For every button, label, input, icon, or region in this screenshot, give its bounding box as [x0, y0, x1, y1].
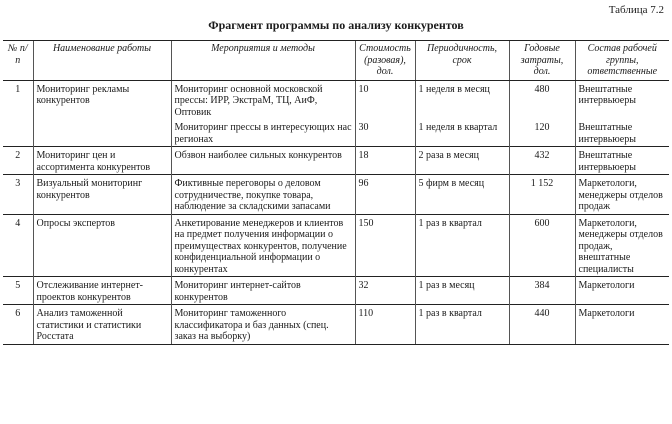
row-work: Мониторинг цен и ассортимента конкурентов [33, 147, 171, 175]
row-cost: 18 [355, 147, 415, 175]
row-team: Маркетологи [575, 277, 669, 305]
row-period: 1 раз в квартал [415, 305, 509, 345]
table-row [3, 119, 669, 147]
row-work: Опросы экспертов [33, 214, 171, 277]
row-team: Маркетологи, менеджеры отделов продаж [575, 175, 669, 215]
row-methods: Обзвон наиболее сильных конкурентов [171, 147, 355, 175]
row-period: 1 неделя в месяц [415, 80, 509, 119]
row-cost: 32 [355, 277, 415, 305]
row-period: 5 фирм в месяц [415, 175, 509, 215]
row-methods: Мониторинг интернет-сайтов конкурентов [171, 277, 355, 305]
row-cost: 150 [355, 214, 415, 277]
row-work: Мониторинг рекламы конкурентов [33, 80, 171, 119]
header-period: Периодичность, срок [415, 41, 509, 81]
row-methods: Фиктивные переговоры о деловом сотрудничестве, покупке товара, наблюдение за складскими запасами [171, 175, 355, 215]
header-cost: Стоимость (разовая), дол. [355, 41, 415, 81]
row-annual: 600 [509, 214, 575, 277]
table-row [3, 305, 669, 345]
row-num: 4 [3, 214, 33, 277]
row-num: 1 [15, 83, 21, 95]
row-team: Маркетологи [575, 305, 669, 345]
row-work: Анализ таможенной статистики и статистики Росстата [33, 305, 171, 345]
header-num: № п/п [3, 41, 33, 81]
table-number-label: Таблица 7.2 [608, 4, 664, 16]
header-team: Состав рабочей группы, ответственные [575, 41, 669, 81]
row-period: 1 неделя в квартал [415, 119, 509, 147]
table-row [3, 147, 669, 175]
row-num: 3 [3, 175, 33, 215]
competitor-analysis-table [3, 40, 669, 345]
row-num: 5 [3, 277, 33, 305]
row-work: Визуальный мониторинг конкурентов [33, 175, 171, 215]
row-period: 1 раз в квартал [415, 214, 509, 277]
row-methods: Мониторинг основной московской прессы: ИРР, ЭкстраМ, ТЦ, АиФ, Оптовик [171, 80, 355, 119]
row-work: Отслеживание интернет-проектов конкурентов [33, 277, 171, 305]
row-team: Внештатные интервьюеры [575, 147, 669, 175]
row-annual: 1 152 [509, 175, 575, 215]
row-period: 1 раз в месяц [415, 277, 509, 305]
row-team: Маркетологи, менеджеры отделов продаж, внештатные специалисты [575, 214, 669, 277]
row-annual: 384 [509, 277, 575, 305]
header-methods: Мероприятия и методы [171, 41, 355, 81]
table-row [3, 214, 669, 277]
header-annual: Годовые затраты, дол. [509, 41, 575, 81]
table-row [3, 277, 669, 305]
row-methods: Мониторинг прессы в интересующих нас регионах [171, 119, 355, 147]
row-annual: 480 [509, 80, 575, 119]
row-methods: Мониторинг таможенного классификатора и баз данных (спец. заказ на выборку) [171, 305, 355, 345]
row-cost: 96 [355, 175, 415, 215]
header-work: Наименование работы [33, 41, 171, 81]
row-cost: 30 [355, 119, 415, 147]
row-methods: Анкетирование менеджеров и клиентов на предмет получения информации о преимуществах конкурентов, получение конфиденциальной информации о конкурентах [171, 214, 355, 277]
row-team: Внештатные интервьюеры [575, 80, 669, 119]
row-cost: 110 [355, 305, 415, 345]
row-num: 2 [3, 147, 33, 175]
row-annual: 120 [509, 119, 575, 147]
table-row [3, 175, 669, 215]
row-num: 6 [3, 305, 33, 345]
row-team: Внештатные интервьюеры [575, 119, 669, 147]
header-row [3, 41, 669, 81]
table-row [3, 80, 669, 119]
table-title: Фрагмент программы по анализу конкурентов [208, 18, 464, 32]
row-annual: 440 [509, 305, 575, 345]
row-cost: 10 [355, 80, 415, 119]
row-num [3, 119, 33, 147]
row-period: 2 раза в месяц [415, 147, 509, 175]
row-work [33, 119, 171, 147]
row-annual: 432 [509, 147, 575, 175]
